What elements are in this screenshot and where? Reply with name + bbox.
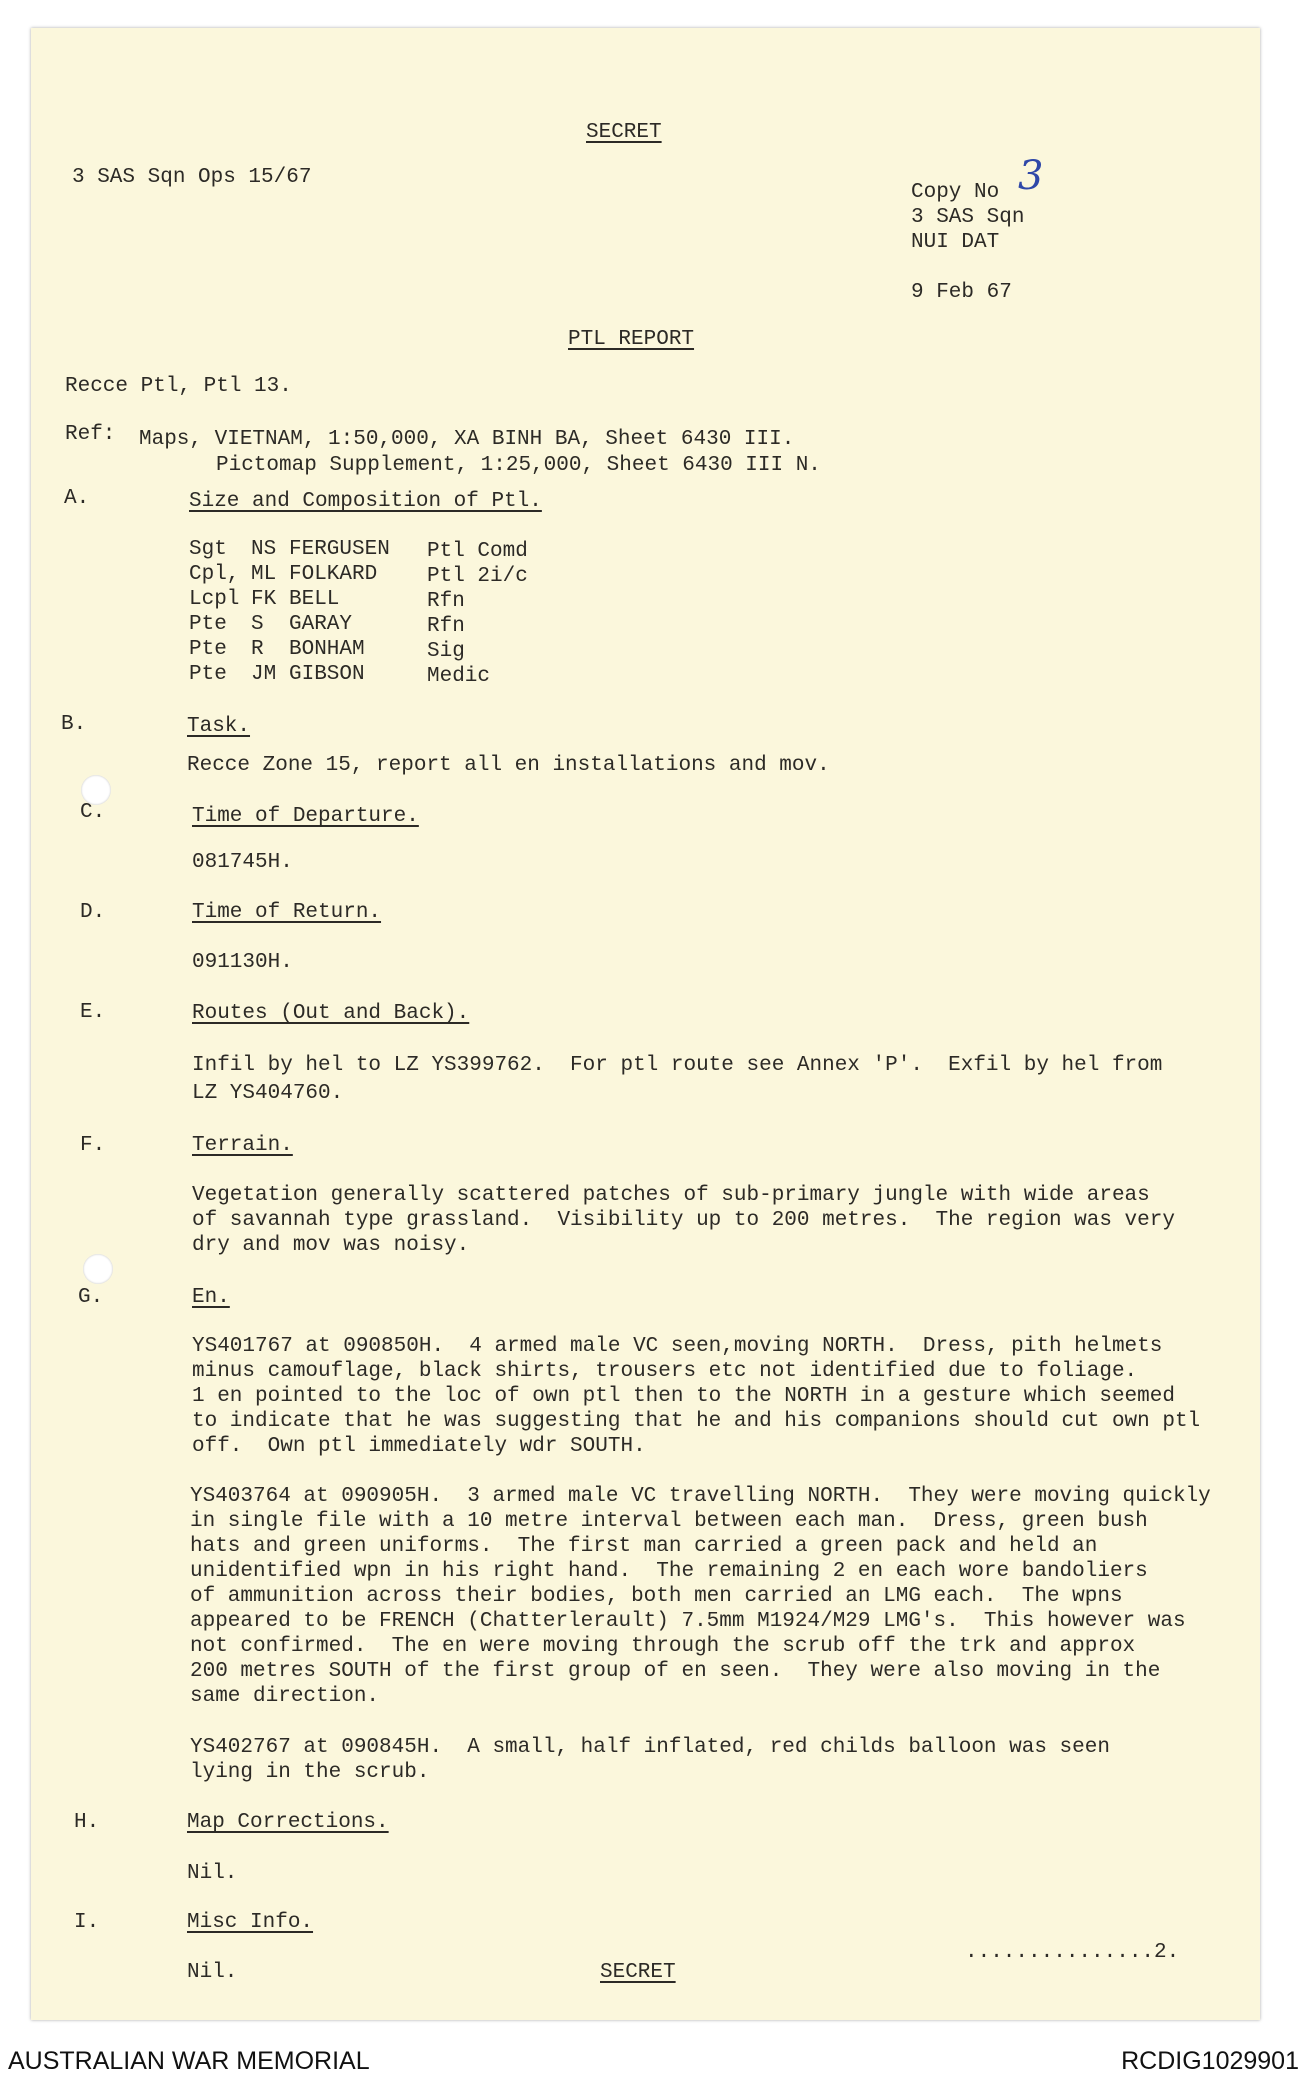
section-body-line: Infil by hel to LZ YS399762. For ptl route see Annex 'P'. Exfil by hel from — [192, 1054, 1163, 1077]
member-role: Ptl Comd — [427, 540, 528, 563]
member-initials: NS — [251, 538, 277, 561]
copy-number: 3 — [1018, 153, 1044, 199]
continuation-marker: ...............2. — [965, 1941, 1180, 1964]
en-report-line: 200 metres SOUTH of the first group of en seen. They were also moving in the — [190, 1660, 1161, 1683]
ref-line-1: Maps, VIETNAM, 1:50,000, XA BINH BA, Sheet 6430 III. — [139, 428, 795, 451]
section-letter: I. — [74, 1911, 100, 1934]
member-name: BELL — [289, 588, 340, 611]
section-heading: Map Corrections. — [187, 1811, 389, 1834]
section-letter: B. — [61, 713, 87, 736]
section-letter: A. — [64, 487, 90, 510]
en-report-line: not confirmed. The en were moving through the scrub off the trk and approx — [190, 1635, 1136, 1658]
report-title: PTL REPORT — [568, 328, 695, 351]
member-role: Sig — [427, 640, 465, 663]
member-name: GIBSON — [289, 663, 365, 686]
section-heading: Terrain. — [192, 1134, 293, 1157]
section-heading: Time of Departure. — [192, 805, 419, 828]
en-report-line: unidentified wpn in his right hand. The remaining 2 en each wore bandoliers — [190, 1560, 1148, 1583]
section-body: Nil. — [187, 1862, 238, 1885]
ops-reference: 3 SAS Sqn Ops 15/67 — [72, 166, 312, 189]
section-letter: F. — [80, 1134, 106, 1157]
en-report-line: YS401767 at 090850H. 4 armed male VC seen,moving NORTH. Dress, pith helmets — [192, 1335, 1163, 1358]
en-report-line: lying in the scrub. — [190, 1761, 430, 1784]
section-heading: Size and Composition of Ptl. — [189, 490, 542, 513]
punch-hole — [83, 1254, 113, 1284]
member-initials: FK — [251, 588, 277, 611]
section-letter: D. — [80, 901, 106, 924]
member-rank: Pte — [189, 613, 227, 636]
member-rank: Sgt — [189, 538, 227, 561]
report-date: 9 Feb 67 — [911, 281, 1012, 304]
en-report-line: same direction. — [190, 1685, 380, 1708]
section-body: Nil. — [187, 1961, 238, 1984]
member-initials: R — [251, 638, 264, 661]
member-initials: ML — [251, 563, 277, 586]
section-body: 081745H. — [192, 851, 293, 874]
en-report-line: YS402767 at 090845H. A small, half inflated, red childs balloon was seen — [190, 1736, 1110, 1759]
en-report-line: off. Own ptl immediately wdr SOUTH. — [192, 1435, 646, 1458]
section-body-line: of savannah type grassland. Visibility up to 200 metres. The region was very — [192, 1209, 1175, 1232]
location: NUI DAT — [911, 231, 1000, 254]
member-rank: Pte — [189, 663, 227, 686]
member-role: Ptl 2i/c — [427, 565, 528, 588]
section-letter: G. — [78, 1286, 104, 1309]
section-letter: C. — [80, 801, 106, 824]
member-initials: JM — [251, 663, 277, 686]
en-report-line: to indicate that he was suggesting that he and his companions should cut own ptl — [192, 1410, 1201, 1433]
ref-label: Ref: — [65, 423, 116, 446]
en-report-line: of ammunition across their bodies, both men carried an LMG each. The wpns — [190, 1585, 1123, 1608]
patrol-name: Recce Ptl, Ptl 13. — [65, 375, 292, 398]
section-heading: Routes (Out and Back). — [192, 1002, 470, 1025]
en-report-line: in single file with a 10 metre interval between each man. Dress, green bush — [190, 1510, 1148, 1533]
en-report-line: minus camouflage, black shirts, trousers etc not identified due to foliage. — [192, 1360, 1138, 1383]
section-heading: Task. — [187, 715, 251, 738]
section-heading: Time of Return. — [192, 901, 382, 924]
ref-line-2: Pictomap Supplement, 1:25,000, Sheet 6430 III N. — [216, 454, 821, 477]
member-rank: Cpl, — [189, 563, 240, 586]
member-rank: Pte — [189, 638, 227, 661]
classification-top: SECRET — [586, 121, 662, 144]
item-id: RCDIG1029901 — [1121, 2047, 1299, 2075]
section-body-line: Vegetation generally scattered patches of sub-primary jungle with wide areas — [192, 1184, 1150, 1207]
member-role: Rfn — [427, 615, 465, 638]
en-report-line: hats and green uniforms. The first man carried a green pack and held an — [190, 1535, 1098, 1558]
section-heading: Misc Info. — [187, 1911, 314, 1934]
en-report-line: appeared to be FRENCH (Chatterlerault) 7.5mm M1924/M29 LMG's. This however was — [190, 1610, 1186, 1633]
section-body: Recce Zone 15, report all en installations and mov. — [187, 754, 830, 777]
section-heading: En. — [192, 1286, 230, 1309]
member-name: FOLKARD — [289, 563, 378, 586]
member-name: FERGUSEN — [289, 538, 390, 561]
member-role: Rfn — [427, 590, 465, 613]
section-letter: E. — [80, 1001, 106, 1024]
en-report-line: 1 en pointed to the loc of own ptl then to the NORTH in a gesture which seemed — [192, 1385, 1175, 1408]
member-name: BONHAM — [289, 638, 365, 661]
member-name: GARAY — [289, 613, 353, 636]
section-letter: H. — [74, 1811, 100, 1834]
member-role: Medic — [427, 665, 491, 688]
section-body: 091130H. — [192, 951, 293, 974]
member-rank: Lcpl — [189, 588, 240, 611]
copy-label: Copy No — [911, 181, 1000, 204]
classification-bottom: SECRET — [600, 1961, 676, 1984]
unit-name: 3 SAS Sqn — [911, 206, 1025, 229]
member-initials: S — [251, 613, 264, 636]
en-report-line: YS403764 at 090905H. 3 armed male VC travelling NORTH. They were moving quickly — [190, 1485, 1211, 1508]
section-body-line: LZ YS404760. — [192, 1082, 344, 1105]
archive-name: AUSTRALIAN WAR MEMORIAL — [8, 2047, 370, 2075]
section-body-line: dry and mov was noisy. — [192, 1234, 470, 1257]
